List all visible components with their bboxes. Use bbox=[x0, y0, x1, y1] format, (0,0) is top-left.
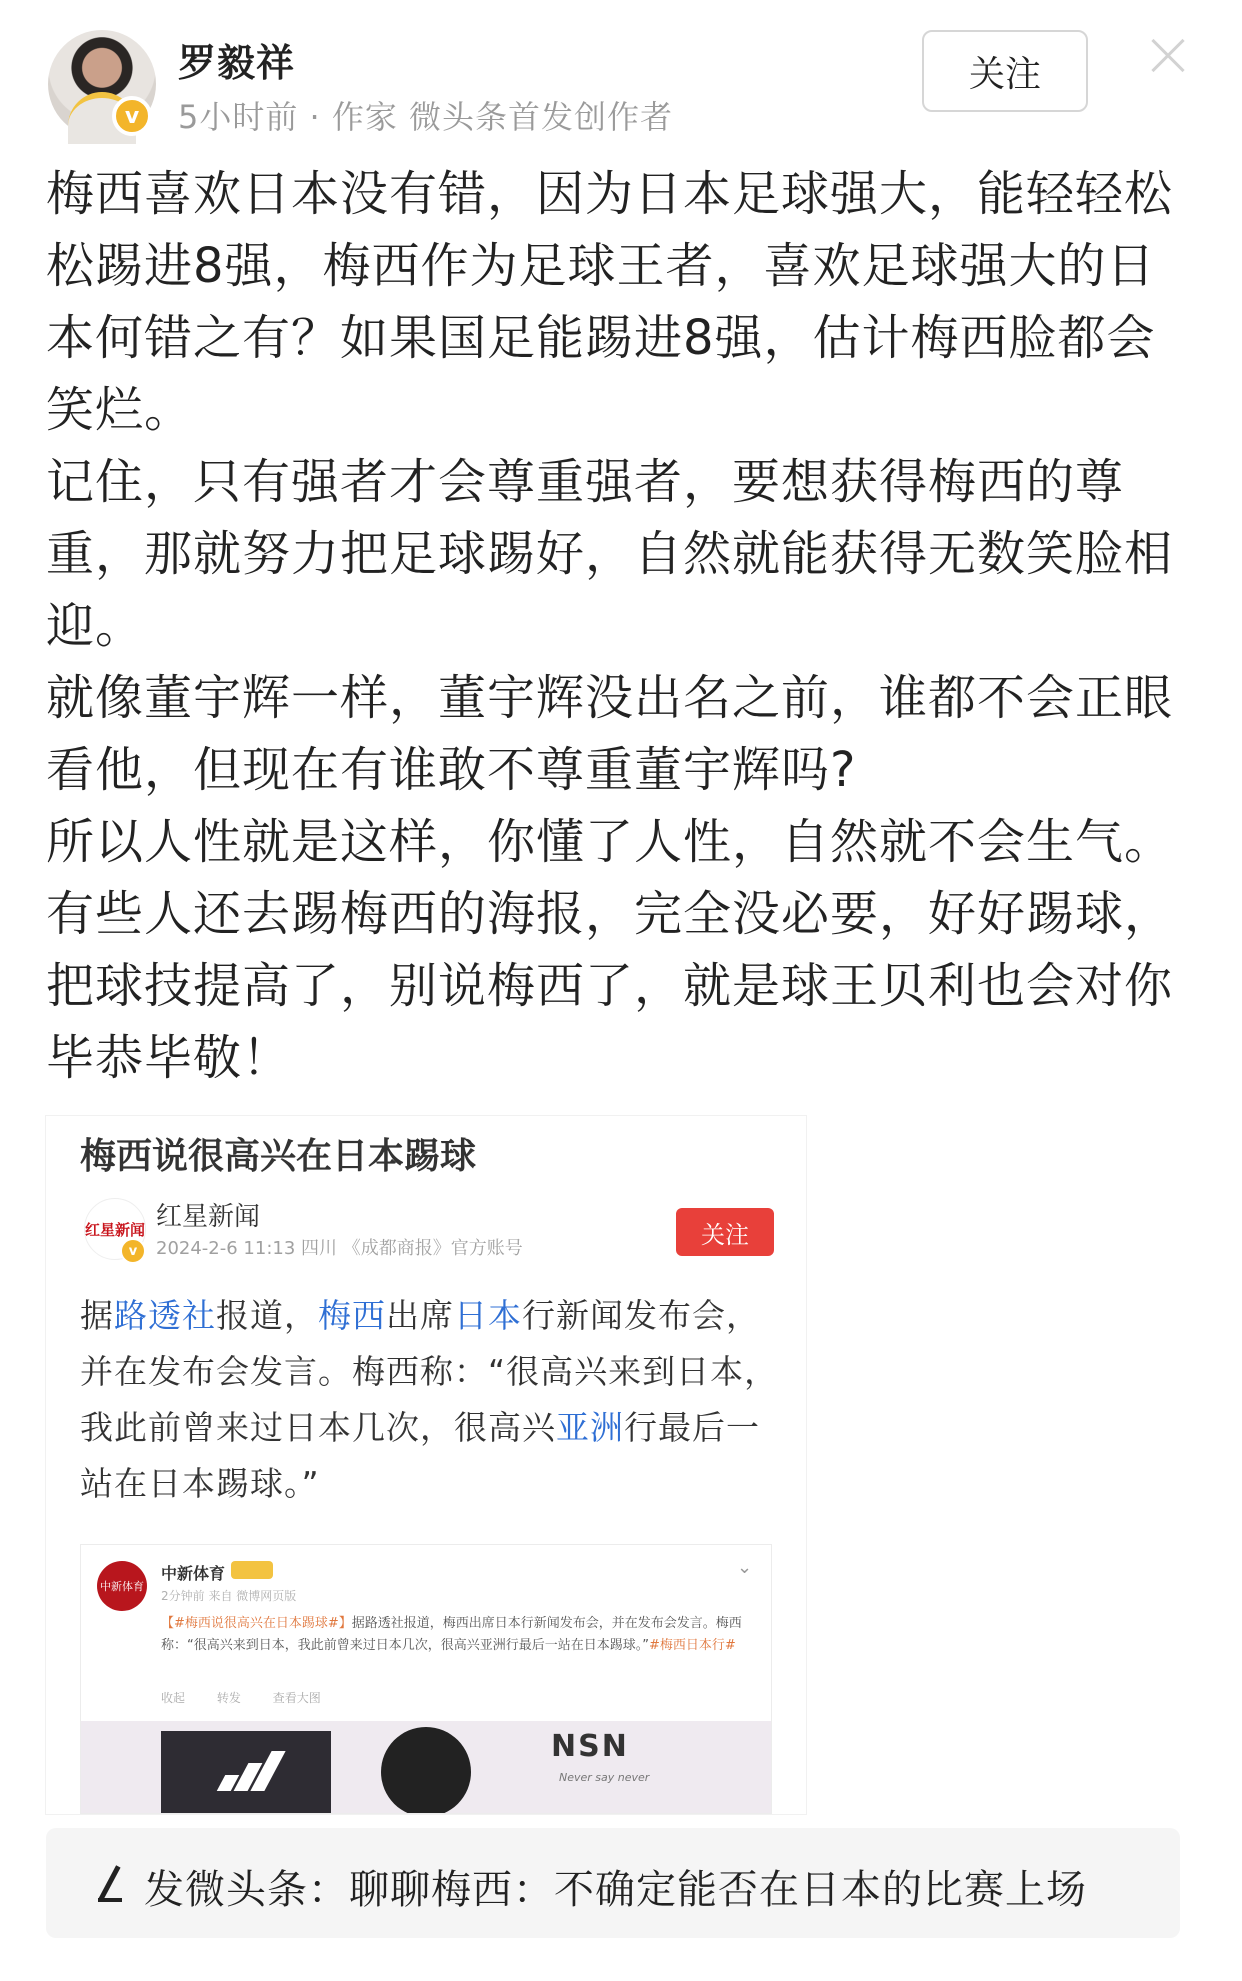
embed-title: 梅西说很高兴在日本踢球 bbox=[80, 1136, 477, 1177]
repost-meta: 2分钟前 来自 微博网页版 bbox=[161, 1589, 297, 1603]
rotate-action: 转发 bbox=[216, 1691, 241, 1705]
press-conference-photo bbox=[81, 1721, 771, 1813]
crown-badge-icon bbox=[231, 1561, 273, 1579]
view-large-action: 查看大图 bbox=[272, 1691, 321, 1705]
link-japan: 日本 bbox=[454, 1296, 522, 1335]
source-logo: 红星新闻 bbox=[84, 1198, 146, 1260]
link-asia: 亚洲 bbox=[556, 1408, 624, 1447]
text: 出席 bbox=[386, 1296, 454, 1335]
collapse-action: 收起 bbox=[161, 1691, 186, 1705]
author-name[interactable]: 罗毅祥 bbox=[178, 41, 296, 85]
source-verified-icon: v bbox=[120, 1238, 146, 1264]
embed-article-text bbox=[80, 1288, 780, 1512]
hashtag: 【#梅西说很高兴在日本踢球#】 bbox=[161, 1616, 352, 1631]
post-paragraph: 梅西喜欢日本没有错，因为日本足球强大，能轻轻松松踢进8强，梅西作为足球王者，喜欢足球强大的日本何错之有？如果国足能踢进8强，估计梅西脸都会笑烂。 bbox=[46, 166, 1174, 438]
repost-name: 中新体育 bbox=[161, 1564, 226, 1583]
speaker-head bbox=[381, 1727, 471, 1814]
close-icon[interactable] bbox=[1148, 36, 1188, 76]
chevron-down-icon: ⌄ bbox=[737, 1557, 753, 1578]
link-reuters: 路透社 bbox=[114, 1296, 216, 1335]
author-meta: 5小时前 · 作家 微头条首发创作者 bbox=[178, 98, 674, 136]
repost-text bbox=[161, 1613, 751, 1657]
repost-logo: 中新体育 bbox=[97, 1561, 147, 1611]
compose-prompt: 发微头条：聊聊梅西：不确定能否在日本的比赛上场 bbox=[144, 1867, 1087, 1913]
post-body bbox=[46, 158, 1186, 1094]
link-messi: 梅西 bbox=[318, 1296, 386, 1335]
source-name: 红星新闻 bbox=[156, 1202, 261, 1232]
photo-brand-logo: NSN bbox=[551, 1729, 629, 1764]
source-follow-button: 关注 bbox=[676, 1208, 774, 1256]
adidas-logo-icon bbox=[221, 1751, 281, 1791]
photo-slogan: Never say never bbox=[559, 1771, 650, 1784]
post-paragraph: 就像董宇辉一样，董宇辉没出名之前，谁都不会正眼看他，但现在有谁敢不尊重董宇辉吗? bbox=[46, 670, 1174, 798]
nested-repost-card bbox=[80, 1544, 772, 1814]
verified-badge-icon: v bbox=[112, 96, 152, 136]
repost-body: 据路透社报道，梅西出席日本行新闻发布会，并在发布会发言。梅西称：“很高兴来到日本，我此前曾来过日本几次，很高兴亚洲行最后一站在日本踢球。” bbox=[161, 1616, 742, 1653]
follow-button[interactable]: 关注 bbox=[922, 30, 1088, 112]
post-header bbox=[0, 0, 1242, 150]
repost-actions bbox=[161, 1689, 349, 1706]
text: 行新闻发布会，并在发布会发言。梅西称：“很高兴来到日本，我此前曾来过日本几次，很高兴 bbox=[80, 1296, 779, 1447]
embedded-screenshot[interactable] bbox=[46, 1116, 806, 1814]
hashtag: #梅西日本行# bbox=[648, 1638, 736, 1653]
post-paragraph: 记住，只有强者才会尊重强者，要想获得梅西的尊重，那就努力把足球踢好，自然就能获得无数笑脸相迎。 bbox=[46, 454, 1174, 654]
compose-post-bar[interactable] bbox=[46, 1828, 1180, 1938]
text: 报道， bbox=[216, 1296, 318, 1335]
source-meta: 2024-2-6 11:13 四川 《成都商报》官方账号 bbox=[156, 1238, 523, 1259]
text: 行最后一站在日本踢球。” bbox=[80, 1408, 760, 1503]
pen-icon bbox=[82, 1862, 122, 1902]
post-paragraph: 所以人性就是这样，你懂了人性，自然就不会生气。有些人还去踢梅西的海报，完全没必要，好好踢球，把球技提高了，别说梅西了，就是球王贝利也会对你毕恭毕敬！ bbox=[46, 814, 1174, 1086]
text: 据 bbox=[80, 1296, 114, 1335]
